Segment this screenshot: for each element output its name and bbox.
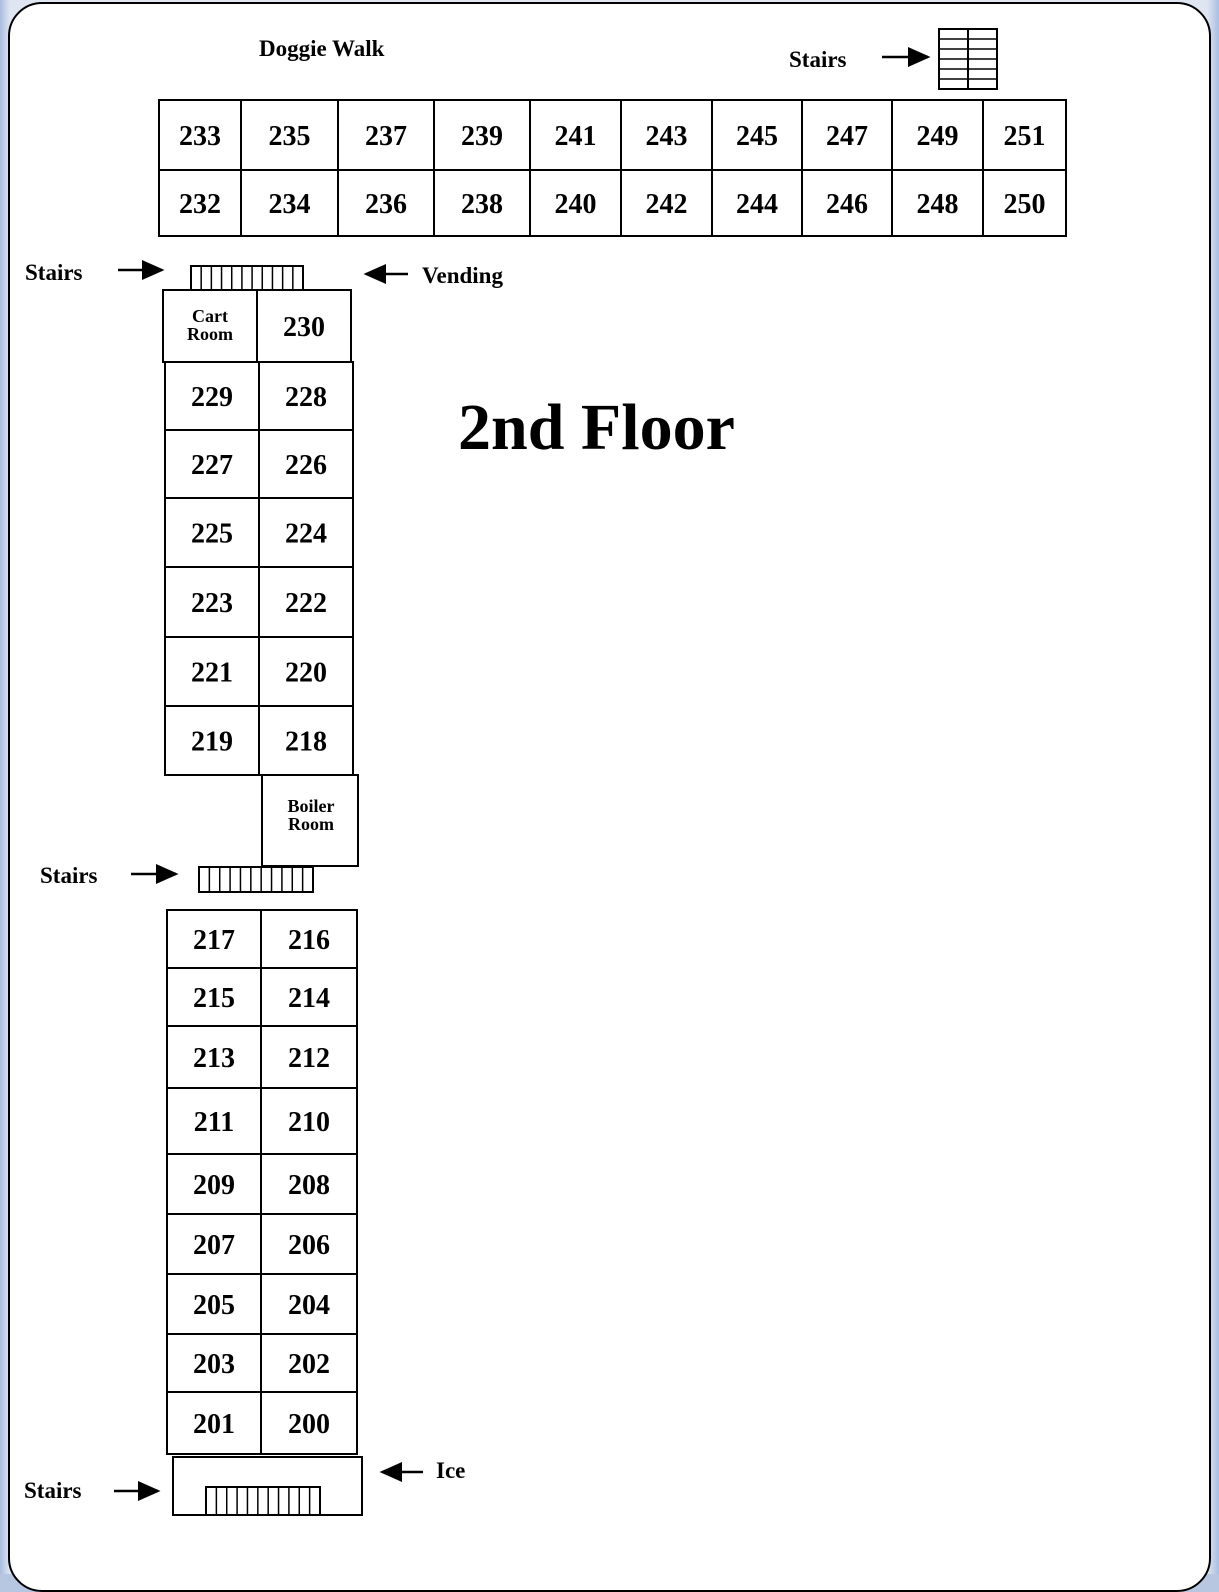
room-number: 203 xyxy=(193,1349,235,1380)
room-number: 245 xyxy=(736,121,778,152)
room-211 xyxy=(167,1088,261,1154)
room-226 xyxy=(259,430,353,498)
room-number: 240 xyxy=(554,189,597,220)
bottom-wing xyxy=(167,910,357,1454)
cart-room-label-line2: Room xyxy=(187,324,233,344)
room-number: 215 xyxy=(193,983,235,1014)
room-245 xyxy=(712,100,802,170)
room-number: 225 xyxy=(191,518,233,550)
room-number: 209 xyxy=(193,1170,235,1201)
room-215 xyxy=(167,968,261,1026)
cart-room xyxy=(163,290,257,362)
vending-label: Vending xyxy=(422,263,503,288)
room-number: 237 xyxy=(365,121,407,152)
room-number: 250 xyxy=(1003,189,1046,220)
room-241 xyxy=(530,100,621,170)
room-number: 217 xyxy=(193,925,235,956)
room-214 xyxy=(261,968,357,1026)
room-number: 202 xyxy=(288,1349,330,1380)
ice-label: Ice xyxy=(436,1458,466,1483)
room-244 xyxy=(712,170,802,236)
room-240 xyxy=(530,170,621,236)
room-number: 233 xyxy=(179,121,221,152)
stairs-middle xyxy=(199,867,313,892)
room-217 xyxy=(167,910,261,968)
room-number: 232 xyxy=(179,189,221,220)
room-251 xyxy=(983,100,1066,170)
room-number: 221 xyxy=(191,657,233,689)
room-246 xyxy=(802,170,892,236)
room-239 xyxy=(434,100,530,170)
room-number: 218 xyxy=(285,726,327,758)
room-205 xyxy=(167,1274,261,1334)
boiler-room xyxy=(262,775,358,866)
room-number: 234 xyxy=(268,189,311,220)
stairs-upper-left xyxy=(191,266,303,290)
room-236 xyxy=(338,170,434,236)
room-230 xyxy=(257,290,351,362)
room-250 xyxy=(983,170,1066,236)
room-243 xyxy=(621,100,712,170)
room-223 xyxy=(165,567,259,637)
room-number: 239 xyxy=(461,121,503,152)
room-number: 226 xyxy=(285,450,327,481)
room-number: 214 xyxy=(288,983,330,1014)
room-218 xyxy=(259,706,353,775)
room-number: 223 xyxy=(191,588,233,619)
room-number: 242 xyxy=(645,189,688,220)
room-number: 222 xyxy=(285,588,327,619)
stairs-label-upper-left: Stairs xyxy=(25,260,83,285)
room-212 xyxy=(261,1026,357,1088)
room-235 xyxy=(241,100,338,170)
room-200 xyxy=(261,1392,357,1454)
room-number: 228 xyxy=(285,382,327,413)
room-249 xyxy=(892,100,983,170)
room-number: 251 xyxy=(1003,121,1046,152)
room-209 xyxy=(167,1154,261,1214)
stairs-label-middle: Stairs xyxy=(40,863,98,888)
room-number: 219 xyxy=(191,726,233,758)
stairs-top-right xyxy=(939,29,997,89)
room-number: 207 xyxy=(193,1230,235,1261)
floor-plan xyxy=(10,4,1211,1592)
room-221 xyxy=(165,637,259,706)
room-242 xyxy=(621,170,712,236)
room-number: 227 xyxy=(191,450,233,481)
stairs-label-top-right: Stairs xyxy=(789,47,847,72)
room-number: 205 xyxy=(193,1290,235,1321)
room-227 xyxy=(165,430,259,498)
room-number: 247 xyxy=(826,121,868,152)
room-number: 210 xyxy=(288,1107,330,1138)
boiler-room-label-line1: Boiler xyxy=(287,796,335,816)
room-number: 211 xyxy=(193,1107,235,1138)
room-number: 236 xyxy=(365,189,407,220)
room-248 xyxy=(892,170,983,236)
room-201 xyxy=(167,1392,261,1454)
room-number: 216 xyxy=(288,925,330,956)
boiler-room-label-line2: Room xyxy=(288,814,334,834)
room-number: 224 xyxy=(285,518,327,550)
room-number: 229 xyxy=(191,382,233,413)
room-222 xyxy=(259,567,353,637)
room-number: 244 xyxy=(736,189,778,220)
room-202 xyxy=(261,1334,357,1392)
room-238 xyxy=(434,170,530,236)
room-number: 246 xyxy=(826,189,868,220)
room-number: 238 xyxy=(461,189,503,220)
room-number: 230 xyxy=(283,312,325,343)
floor-plan-sheet xyxy=(8,2,1211,1592)
room-219 xyxy=(165,706,259,775)
top-wing xyxy=(159,100,1066,236)
room-number: 249 xyxy=(916,121,959,152)
room-203 xyxy=(167,1334,261,1392)
room-216 xyxy=(261,910,357,968)
room-number: 241 xyxy=(554,121,597,152)
room-number: 200 xyxy=(288,1409,330,1440)
room-number: 243 xyxy=(645,121,688,152)
room-number: 220 xyxy=(285,657,327,689)
room-number: 201 xyxy=(193,1409,235,1440)
stairs-label-bottom: Stairs xyxy=(24,1478,82,1503)
room-237 xyxy=(338,100,434,170)
room-233 xyxy=(159,100,241,170)
room-206 xyxy=(261,1214,357,1274)
room-220 xyxy=(259,637,353,706)
room-224 xyxy=(259,498,353,567)
doggie-walk-label: Doggie Walk xyxy=(259,36,385,61)
cart-room-label-line1: Cart xyxy=(192,306,228,326)
room-232 xyxy=(159,170,241,236)
room-number: 206 xyxy=(288,1230,330,1261)
room-number: 235 xyxy=(268,121,311,152)
room-247 xyxy=(802,100,892,170)
room-number: 204 xyxy=(288,1290,330,1321)
room-207 xyxy=(167,1214,261,1274)
room-228 xyxy=(259,362,353,430)
room-213 xyxy=(167,1026,261,1088)
room-234 xyxy=(241,170,338,236)
room-number: 208 xyxy=(288,1170,330,1201)
page-title: 2nd Floor xyxy=(458,391,735,464)
room-204 xyxy=(261,1274,357,1334)
room-number: 248 xyxy=(916,189,959,220)
room-208 xyxy=(261,1154,357,1214)
room-number: 212 xyxy=(288,1043,330,1074)
room-210 xyxy=(261,1088,357,1154)
room-number: 213 xyxy=(193,1043,235,1074)
room-229 xyxy=(165,362,259,430)
room-225 xyxy=(165,498,259,567)
